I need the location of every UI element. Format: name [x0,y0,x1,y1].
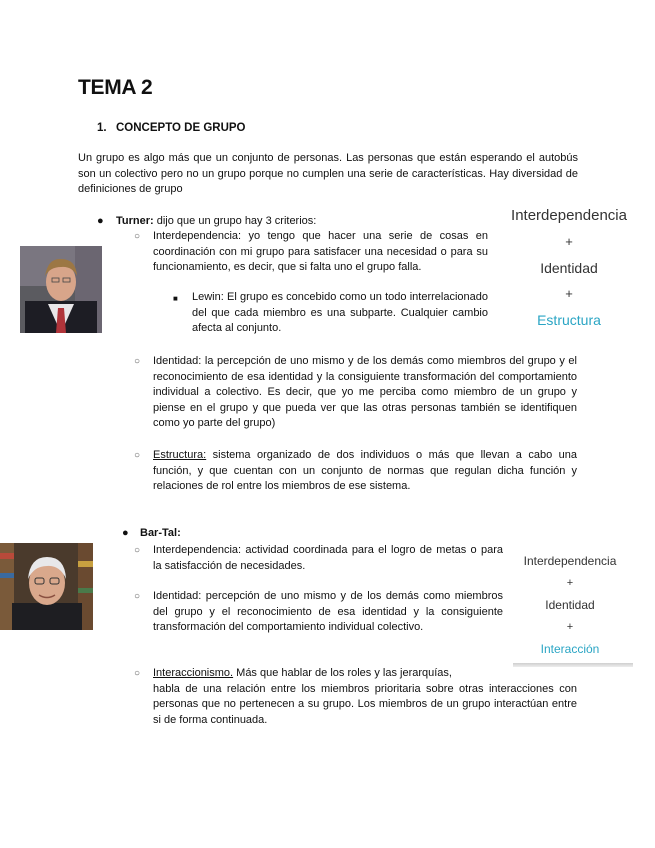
circle-bullet-icon: ○ [134,668,141,679]
interaccionismo-first: Más que hablar de los roles y las jerarquías, [233,667,452,679]
section-heading [97,122,246,134]
turner-diagram [499,205,639,331]
diagram-plus: + [566,577,574,589]
bartal-name: Bar-Tal: [140,527,181,539]
bullet-icon: ● [97,215,104,227]
diagram-plus: + [565,234,573,249]
turner-intro: dijo que un grupo hay 3 criterios: [153,215,317,227]
diagram-identidad: Identidad [540,260,598,276]
diagram-identidad: Identidad [545,598,595,612]
diagram-plus: + [565,286,573,301]
turner-photo [20,246,102,333]
circle-bullet-icon: ○ [134,231,141,242]
bartal-item-interaccionismo-line1 [153,666,513,682]
bartal-diagram [510,551,630,659]
turner-item-interdependencia: Interdependencia: yo tengo que hacer una serie de cosas en coordinación con mi grupo para satisfacer una necesidad o para su funcionamiento, es decir, que si falta uno el grupo falla. [153,230,488,273]
diagram-interdependencia: Interdependencia [523,554,617,568]
circle-bullet-icon: ○ [134,356,141,367]
turner-item-estructura [153,448,577,495]
turner-item-identidad: Identidad: la percepción de uno mismo y de los demás como miembros del grupo y el reconocimiento de esa identidad y la consiguiente transformación del comportamiento individual a colectivo. Es decir, que yo me perciba como miembro de un grupo y piense en el grupo y que pueda ver que las otras personas también se identifiquen como yo parte del grupo) [153,355,577,429]
interaccionismo-label: Interaccionismo. [153,667,234,679]
diagram-divider [513,663,633,667]
circle-bullet-icon: ○ [134,450,141,461]
bullet-icon: ● [122,527,129,539]
diagram-estructura: Estructura [537,312,601,328]
circle-bullet-icon: ○ [134,545,141,556]
diagram-plus: + [566,621,574,633]
circle-bullet-icon: ○ [134,591,141,602]
bartal-item-interdependencia: Interdependencia: actividad coordinada para el logro de metas o para la satisfacción de necesidades. [153,544,503,572]
diagram-interdependencia: Interdependencia [511,207,627,224]
estructura-label: Estructura: [153,449,207,461]
section-label: CONCEPTO DE GRUPO [116,122,246,134]
estructura-text: sistema organizado de dos individuos o más que llevan a cabo una función, y que cuentan con un conjunto de normas que regulan dicha función y relaciones de rol entre los miembros de ese sistema. [153,449,577,492]
diagram-interaccion: Interacción [540,642,600,656]
turner-subitem-lewin: Lewin: El grupo es concebido como un todo interrelacionado del que cada miembro es una subparte. Cualquier cambio afecta al conjunto. [192,291,488,334]
bartal-item-interaccionismo-rest: habla de una relación entre los miembros prioritaria sobre otras interacciones con personas que no pertenecen a su grupo. Los miembros de un grupo interactúan entre si de forma continuada. [153,682,577,726]
bartal-photo [0,543,93,630]
section-number: 1. [97,122,107,134]
bartal-item-identidad: Identidad: percepción de uno mismo y de los demás como miembros del grupo y el reconocimiento de esa identidad y la consiguiente transformación del comportamiento individual colectivo. [153,590,503,633]
turner-name: Turner: [116,215,154,227]
square-bullet-icon: ■ [173,294,178,303]
intro-paragraph: Un grupo es algo más que un conjunto de personas. Las personas que están esperando el autobús son un colectivo pero no un grupo porque no cumplen una serie de características. Hay diversidad de definiciones de grupo [78,152,578,195]
turner-heading [116,214,416,230]
page-title: TEMA 2 [78,76,153,99]
